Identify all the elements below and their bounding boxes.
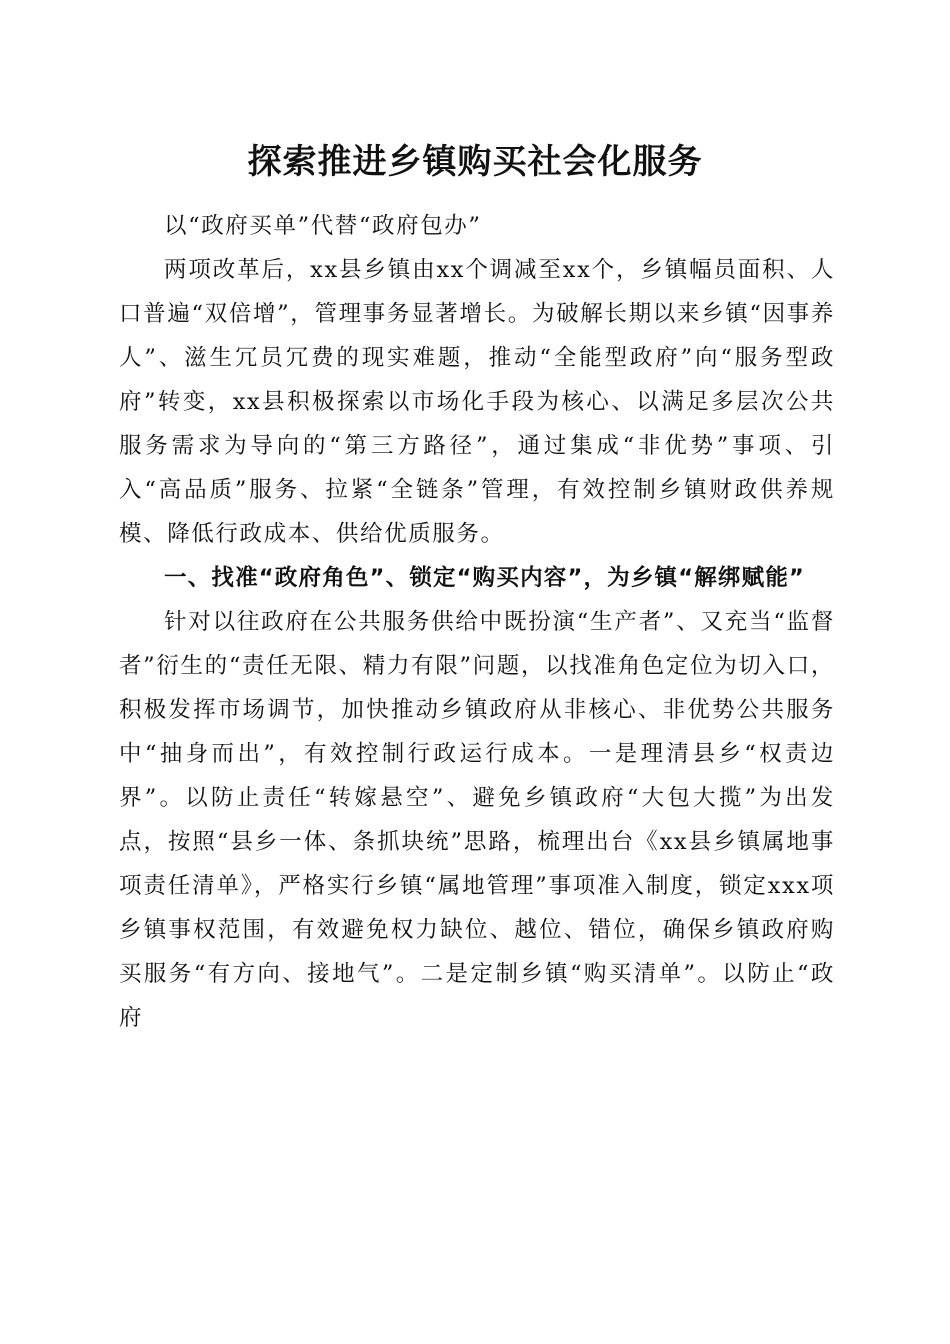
document-title: 探索推进乡镇购买社会化服务 (247, 142, 703, 182)
intro-paragraph: 两项改革后，xx县乡镇由xx个调减至xx个，乡镇幅员面积、人口普遍“双倍增”，管理事务显著增长。为破解长期以来乡镇“因事养人”、滋生冗员冗费的现实难题，推动“全能型政府”向“服务型政府”转变，xx县积极探索以市场化手段为核心、以满足多层次公共服务需求为导向的“第三方路径”，通过集成“非优势”事项、引入“高品质”服务、拉紧“全链条”管理，有效控制乡镇财政供养规模、降低行政成本、供给优质服务。 (119, 257, 835, 547)
subtitle-paragraph: 以“政府买单”代替“政府包办” (164, 213, 482, 239)
document-body (119, 204, 835, 1040)
section-heading: 一、找准“政府角色”、锁定“购买内容”，为乡镇“解绑赋能” (164, 565, 806, 591)
section-paragraph: 针对以往政府在公共服务供给中既扮演“生产者”、又充当“监督者”衍生的“责任无限、精力有限”问题，以找准角色定位为切入口，积极发挥市场调节，加快推动乡镇政府从非核心、非优势公共服务中“抽身而出”，有效控制行政运行成本。一是理清县乡“权责边界”。以防止责任“转嫁悬空”、避免乡镇政府“大包大揽”为出发点，按照“县乡一体、条抓块统”思路，梳理出台《xx县乡镇属地事项责任清单》，严格实行乡镇“属地管理”事项准入制度，锁定xxx项乡镇事权范围，有效避免权力缺位、越位、错位，确保乡镇政府购买服务“有方向、接地气”。二是定制乡镇“购买清单”。以防止“政府 (119, 609, 835, 1031)
